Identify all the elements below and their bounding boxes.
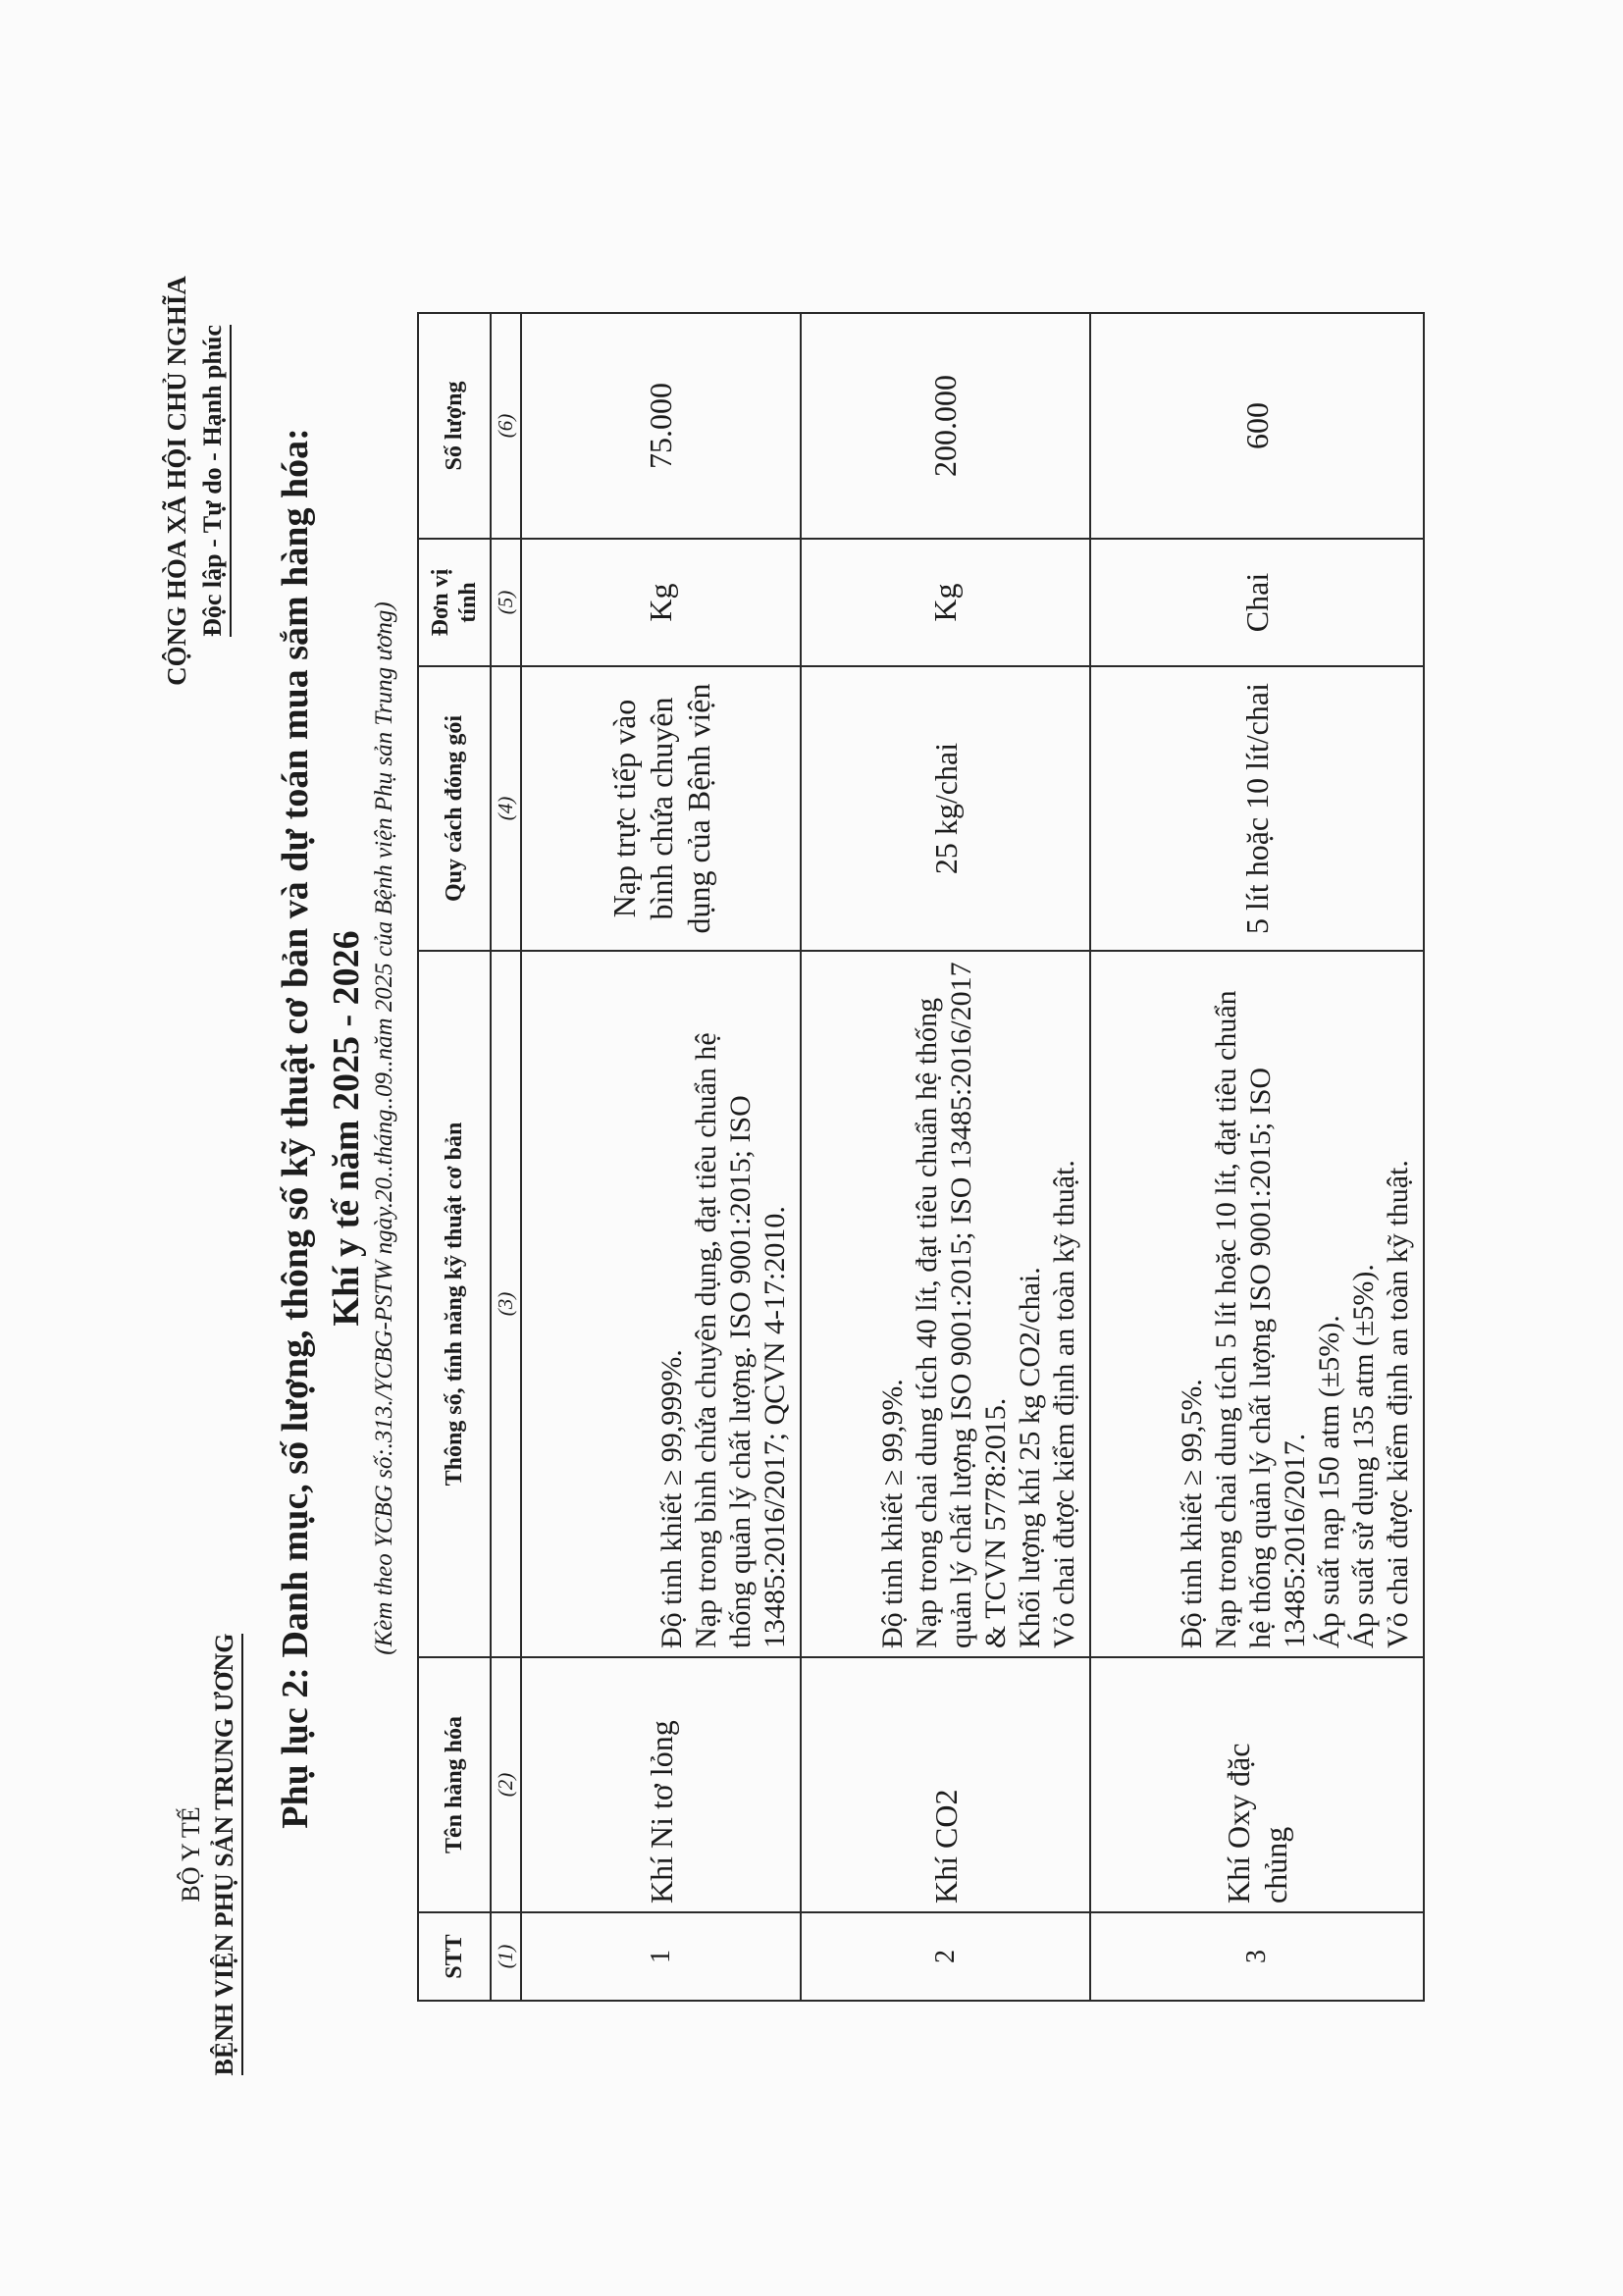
goods-table-wrapper	[417, 312, 1425, 2002]
header-unit: Đơn vị tính	[418, 539, 491, 666]
title-line-2: Khí y tế năm 2025 - 2026	[326, 930, 367, 1327]
spec-line: Độ tinh khiết ≥ 99,999%.	[655, 1349, 688, 1648]
row-quantity: 600	[1090, 313, 1424, 539]
row-item-name: Khí CO2	[801, 1657, 1090, 1912]
national-motto: Độc lập - Tự do - Hạnh phúc	[198, 325, 232, 637]
row-packaging: 25 kg/chai	[801, 666, 1090, 951]
spec-line: Vỏ chai được kiểm định an toàn kỹ thuật.	[1382, 1160, 1414, 1648]
nation-name: CỘNG HÒA XÃ HỘI CHỦ NGHĨA	[162, 276, 191, 686]
column-number: (2)	[491, 1657, 521, 1912]
row-stt: 1	[521, 1912, 801, 2001]
table-header-row	[418, 313, 491, 2001]
document-title	[270, 88, 372, 2168]
spec-line: Độ tinh khiết ≥ 99,9%.	[876, 1379, 909, 1648]
column-number: (5)	[491, 539, 521, 666]
table-row	[801, 313, 1090, 2001]
column-number: (4)	[491, 666, 521, 951]
row-spec	[1090, 951, 1424, 1657]
column-number: (1)	[491, 1912, 521, 2001]
spec-line: Áp suất sử dụng 135 atm (±5%).	[1347, 1264, 1380, 1648]
spec-line: Vỏ chai được kiểm định an toàn kỹ thuật.	[1048, 1160, 1080, 1648]
spec-line: Nạp trong bình chứa chuyên dụng, đạt tiêu chuẩn hệ thống quản lý chất lượng. ISO 9001:2015; ISO 13485:2016/2017; QCVN 4-17:2010.	[690, 1032, 791, 1648]
row-spec	[521, 951, 801, 1657]
document-subtitle: (Kèm theo YCBG số:.313./YCBG-PSTW ngày.20..tháng..09..năm 2025 của Bệnh viện Phụ sản Trung ương)	[371, 601, 397, 1655]
row-unit: Chai	[1090, 539, 1424, 666]
row-unit: Kg	[521, 539, 801, 666]
column-number: (6)	[491, 313, 521, 539]
header-packaging: Quy cách đóng gói	[418, 666, 491, 951]
ministry-name: BỘ Y TẾ	[177, 1806, 205, 1903]
goods-table	[417, 312, 1425, 2002]
spec-line: Nạp trong chai dung tích 40 lít, đạt tiêu chuẩn hệ thống quản lý chất lượng ISO 9001:2015; ISO 13485:2016/2017 & TCVN 5778:2015.	[911, 962, 1012, 1648]
column-number: (3)	[491, 951, 521, 1657]
header-spec: Thông số, tính năng kỹ thuật cơ bản	[418, 951, 491, 1657]
row-stt: 2	[801, 1912, 1090, 2001]
column-number-row	[491, 313, 521, 2001]
row-packaging: Nạp trực tiếp vào bình chứa chuyên dụng của Bệnh viện	[521, 666, 801, 951]
national-motto-block	[162, 177, 232, 785]
row-spec	[801, 951, 1090, 1657]
row-quantity: 200.000	[801, 313, 1090, 539]
issuer-block	[177, 1560, 243, 2149]
spec-line: Áp suất nạp 150 atm (±5%).	[1313, 1315, 1345, 1648]
spec-line: Độ tinh khiết ≥ 99,5%.	[1176, 1379, 1208, 1648]
header-stt: STT	[418, 1912, 491, 2001]
row-stt: 3	[1090, 1912, 1424, 2001]
row-item-name: Khí Ni tơ lỏng	[521, 1657, 801, 1912]
row-unit: Kg	[801, 539, 1090, 666]
row-item-name: Khí Oxy đặc chủng	[1090, 1657, 1424, 1912]
spec-line: Nạp trong chai dung tích 5 lít hoặc 10 lít, đạt tiêu chuẩn hệ thống quản lý chất lượng ISO 9001:2015; ISO 13485:2016/2017.	[1210, 990, 1311, 1648]
spec-line: Khối lượng khí 25 kg CO2/chai.	[1014, 1267, 1046, 1648]
table-row	[1090, 313, 1424, 2001]
hospital-name: BỆNH VIỆN PHỤ SẢN TRUNG ƯƠNG	[210, 1634, 243, 2076]
table-row	[521, 313, 801, 2001]
header-name: Tên hàng hóa	[418, 1657, 491, 1912]
row-quantity: 75.000	[521, 313, 801, 539]
header-quantity: Số lượng	[418, 313, 491, 539]
row-packaging: 5 lít hoặc 10 lít/chai	[1090, 666, 1424, 951]
title-line-1: Phụ lục 2: Danh mục, số lượng, thông số kỹ thuật cơ bản và dự toán mua sắm hàng hóa:	[275, 428, 316, 1829]
